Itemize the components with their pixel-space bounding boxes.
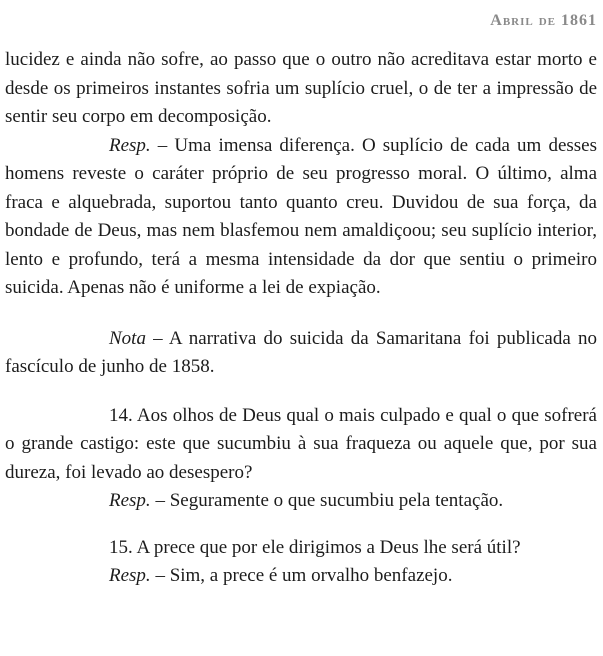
- answer-text: – Uma imensa diferença. O suplício de cada um desses homens reveste o caráter próprio de seu progresso moral. O último, alma fraca e alquebrada, suportou tanto quanto creu. Duvidou de sua força, da bondade de Deus, mas nem blasfemou nem amaldiçoou; seu suplício interior, lento e profundo, terá a mesma intensidade da dor que sentiu o primeiro suicida. Apenas não é uniforme a lei de expiação.: [5, 134, 597, 298]
- question-15: 15. A prece que por ele dirigimos a Deus lhe será útil?: [109, 536, 521, 558]
- resp-label: Resp.: [109, 490, 151, 511]
- answer-text: – Sim, a prece é um orvalho benfazejo.: [150, 565, 453, 586]
- answer-14: [5, 487, 597, 516]
- note-paragraph: [5, 325, 597, 382]
- note-label: Nota: [109, 327, 146, 349]
- answer-paragraph: [5, 132, 597, 303]
- paragraph-continuation: lucidez e ainda não sofre, ao passo que o outro não acreditava estar morto e desde os primeiros instantes sofria um suplício cruel, o de ter a impressão de sentir seu corpo em decomposição.: [5, 49, 597, 127]
- note-text: – A narrativa do suicida da Samaritana foi publicada no fascículo de junho de 1858.: [5, 327, 597, 377]
- answer-text: – Seguramente o que sucumbiu pela tentação.: [150, 490, 504, 511]
- resp-label: Resp.: [109, 134, 151, 156]
- resp-label: Resp.: [109, 565, 151, 586]
- page: [5, 0, 597, 591]
- question-14: 14. Aos olhos de Deus qual o mais culpado e qual o que sofrerá o grande castigo: este que sucumbiu à sua fraqueza ou aquele que, por sua dureza, foi levado ao desespero?: [5, 404, 597, 483]
- running-head: Abril de 1861: [490, 12, 597, 29]
- answer-15: [5, 562, 597, 591]
